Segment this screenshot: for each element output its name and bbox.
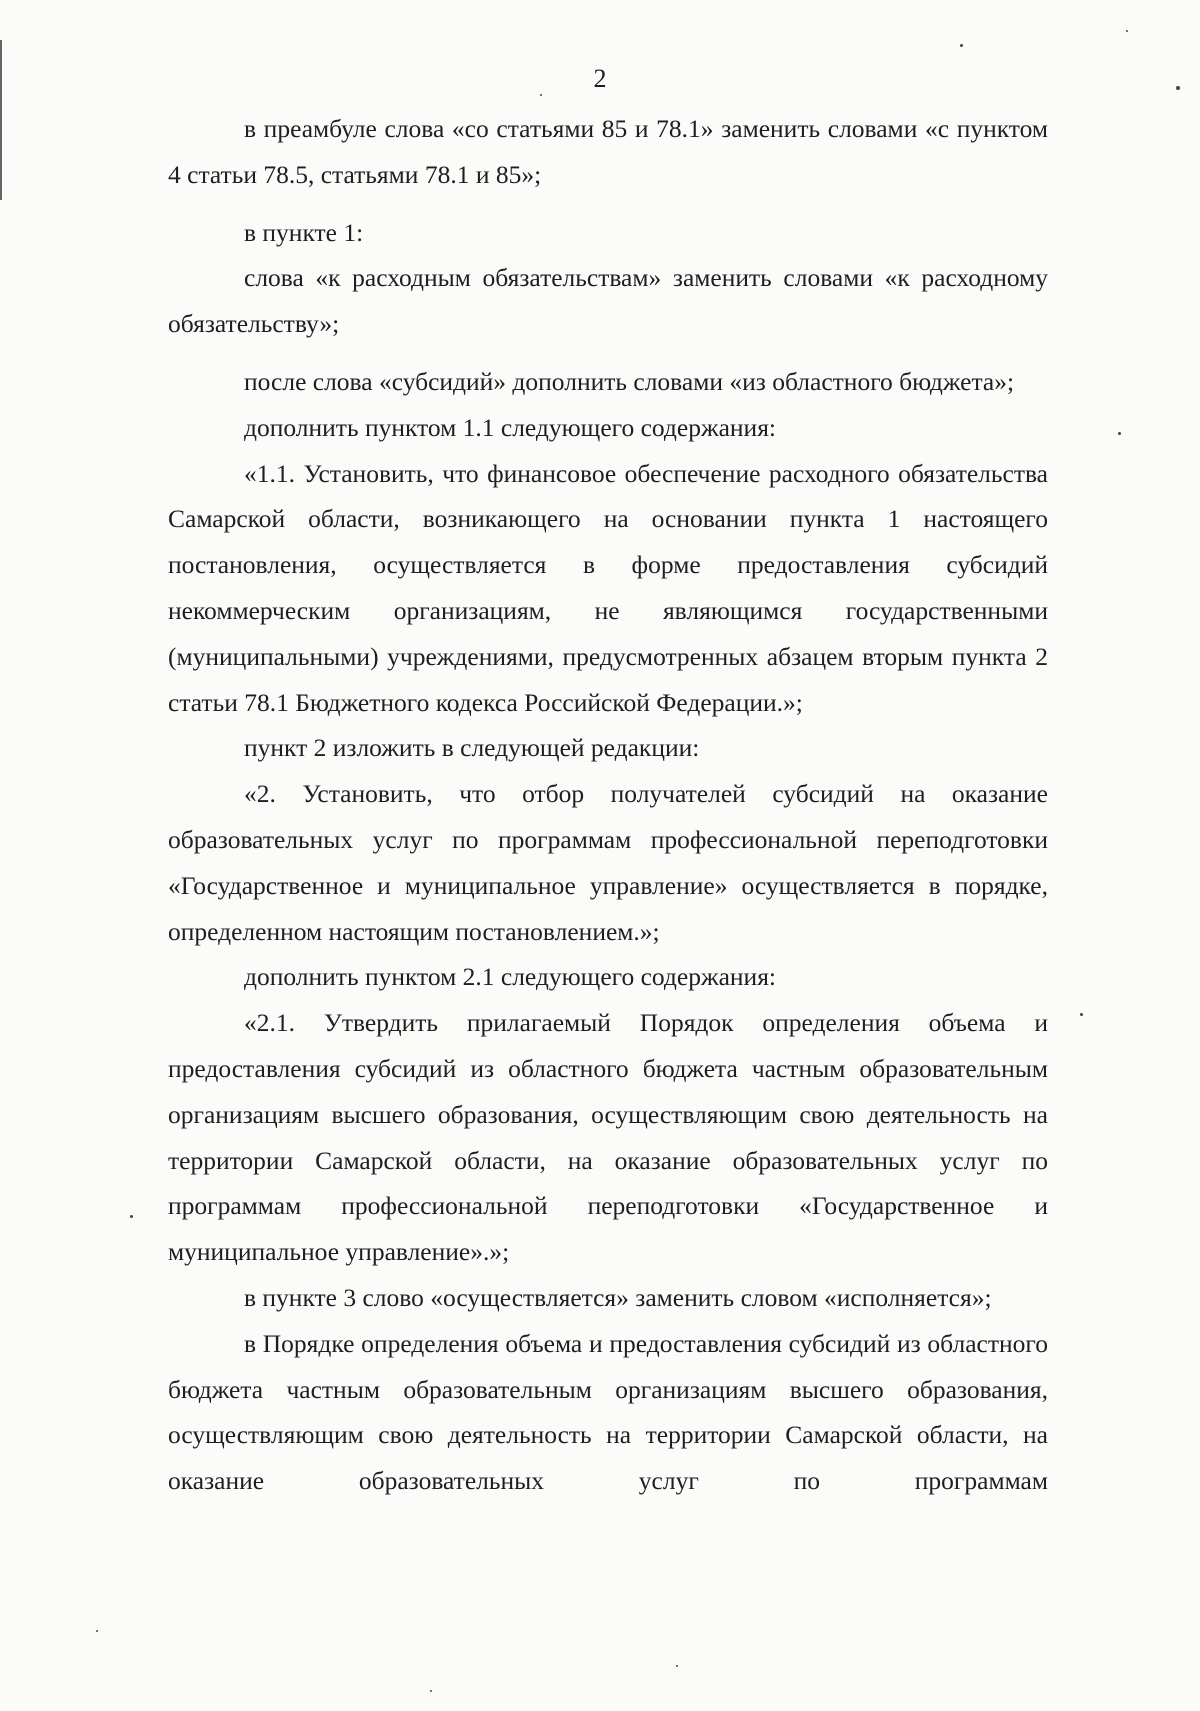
paragraph: дополнить пунктом 1.1 следующего содержания: xyxy=(244,412,777,442)
paragraph: в Порядке определения объема и предоставления субсидий из областного бюджета частным образовательным организациям высшего образования, осуществляющим свою деятельность на территории Самарской области, на оказание образовательных услуг по программам xyxy=(168,1328,1048,1496)
paragraph: в пункте 3 слово «осуществляется» заменить словом «исполняется»; xyxy=(244,1282,992,1312)
scan-speck xyxy=(430,1690,432,1692)
scan-speck xyxy=(1176,86,1180,90)
paragraph: слова «к расходным обязательствам» заменить словами «к расходному обязательству»; xyxy=(168,263,1048,339)
paragraph: «2. Установить, что отбор получателей субсидий на оказание образовательных услуг по программам профессиональной переподготовки «Государственное и муниципальное управление» осуществляется в порядке, определенном настоящим постановлением.»; xyxy=(168,779,1048,946)
paragraph: в пункте 1: xyxy=(244,217,364,247)
paragraph: дополнить пунктом 2.1 следующего содержания: xyxy=(244,962,777,992)
scan-speck xyxy=(1118,432,1121,435)
document-body xyxy=(168,106,1048,1504)
scan-speck xyxy=(1126,30,1128,32)
paragraph: после слова «субсидий» дополнить словами «из областного бюджета»; xyxy=(244,366,1015,396)
scan-speck xyxy=(676,1665,678,1667)
paragraph: пункт 2 изложить в следующей редакции: xyxy=(244,733,700,763)
page-number: 2 xyxy=(593,64,607,93)
paragraph: в преамбуле слова «со статьями 85 и 78.1» заменить словами «с пунктом 4 статьи 78.5, статьями 78.1 и 85»; xyxy=(168,114,1048,189)
scan-speck xyxy=(960,44,963,47)
paragraph: «1.1. Установить, что финансовое обеспечение расходного обязательства Самарской области, возникающего на основании пункта 1 настоящего постановления, осуществляется в форме предоставления субсидий некоммерческим организациям, не являющимся государственными (муниципальными) учреждениями, предусмотренных абзацем вторым пункта 2 статьи 78.1 Бюджетного кодекса Российской Федерации.»; xyxy=(168,458,1048,717)
scan-speck xyxy=(130,1215,133,1218)
paragraph: «2.1. Утвердить прилагаемый Порядок определения объема и предоставления субсидий из областного бюджета частным образовательным организациям высшего образования, осуществляющим свою деятельность на территории Самарской области, на оказание образовательных услуг по программам профессиональной переподготовки «Государственное и муниципальное управление».»; xyxy=(168,1008,1048,1267)
scan-speck xyxy=(540,94,542,96)
scan-speck xyxy=(96,1630,98,1632)
scan-speck xyxy=(1080,1013,1083,1016)
scan-edge-mark xyxy=(0,40,2,200)
